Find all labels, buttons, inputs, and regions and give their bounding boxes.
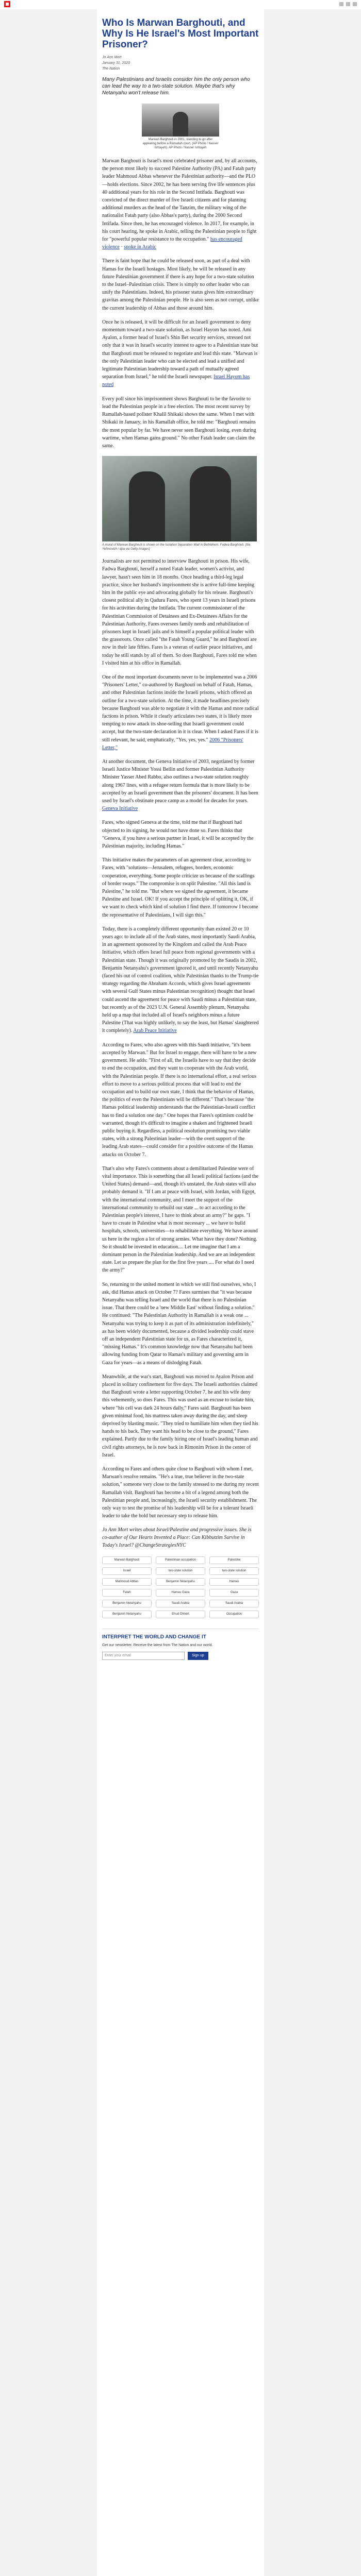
tag[interactable]: Mahmoud Abbas	[102, 1578, 152, 1586]
link-geneva-initiative[interactable]: Geneva Initiative	[102, 806, 138, 812]
newsletter-text: Get our newsletter. Receive the latest from The Nation and our world.	[102, 1643, 213, 1648]
lead-photo	[142, 104, 219, 137]
tag[interactable]: Ehud Olmert	[156, 1611, 205, 1618]
paragraph-9: This initiative makes the parameters of an agreement clear, according to Fares, with "solutions—Jerusalem, refugees, borders, economic cooperation, everything. Some people criticize us because of the scallings of border swaps." The compromise is on split Palestine. "All this land is Palestine," he told me. "But where we signed the agreement, it became Palestine and Israel. OK! If you accept the principle of splitting it, OK, if we want to check which kind of solution I find there. If tomorrow I become the representative of Palestinians, I will sign this."	[102, 857, 258, 918]
paragraph-11: According to Fares, who also agrees with this Saudi initiative, "it's been accepted by Marwan." But for Israel to engage, there will have to be a new government. He adds: "First of all, the Israelis have to say that they decide to end the occupation, and they want to cooperate with the Arab world, with the Palestinian people. If there is no international effort, a real serious effort to move to a serious political process that will lead to end the occupation and to build our own state, I think that the behavior of Hamas, the politics of even the Palestinians will be different." That's because "the Hamas political leadership understands that the Palestinian-Israeli conflict has to find a solution one day." One hopes that Fares's optimism could be warranted, though it's difficult to imagine a shaken and frightened Israeli public buying it. Regardless, a political resolution promising two viable states, with a strong Palestinian leader—with the overt support of the leading Arab states—could consider for a positive outcome of the Hamas attacks on October 7.	[102, 1042, 257, 1158]
tag[interactable]: Palestinian occupation	[156, 1556, 205, 1564]
newsletter-signup-button[interactable]: Sign up	[188, 1652, 208, 1660]
article-title: Who Is Marwan Barghouti, and Why Is He Israel's Most Important Prisoner?	[102, 18, 259, 50]
lead-photo-caption: Marwan Barghouti in 2001, standing to go after appearing before a Ramallah court. (AP Photo / Nasser Ishtayeh). AP Photo / Nasser Ishtayeh	[142, 138, 219, 149]
article-dek: Many Palestinians and Israelis consider him the only person who can lead the way to a two-state solution. Maybe that's why Netanyahu won't release him.	[102, 77, 250, 96]
paragraph-3: Once he is released, it will be difficult for an Israeli government to deny momentum toward a two-state solution, as Israel Hayom has noted. Ami Ayalon, a former head of Israel's Shin Bet security services, stressed not only that it was in Israel's security interest to agree to a Palestinian state but that Barghouti must be released to negotiate and lead this state. "Marwan is the only Palestinian leader who can be elected and lead a unified and legitimate Palestinian leadership toward a path of mutually agreed separation from Israel," he told the Israeli newspaper. Israel Hayom has noted	[102, 319, 258, 388]
newsletter-title: INTERPRET THE WORLD AND CHANGE IT	[102, 1634, 206, 1640]
tag[interactable]: Hamas Gaza	[156, 1589, 205, 1597]
mid-photo	[102, 456, 257, 541]
byline-date: January 31, 2020	[102, 61, 130, 65]
paragraph-5: Journalists are not permitted to interview Barghouti in prison. His wife, Fadwa Barghouti, herself a noted Fatah leader, women's activist, and lawyer, hasn't seen him in 18 months. Once heading a third-leg legal practice, since her husband's imprisonment she is active full-time keeping him in the public eye and advocating globally for his release. Barghouti's closest political ally in Qadura Fares, who spent 13 years in Israeli prisons for his activities during the Intifada. The current commissioner of the Palestinian Commission of Detainees and Ex-Detainees Affairs for the Palestinian Authority, Fares oversees family needs and rehabilitation of prisoners kept in Israeli jails and is himself a popular political leader with the grassroots. Once called "the Fatah Young Guard," he and Barghouti are now in their late fifties. Fares is a veteran of earlier peace initiatives, and today he still stands by all of them. So does Barghouti, Fares told me when I visited him at his office in Ramallah.	[102, 558, 257, 666]
tag[interactable]: two-state solution	[156, 1567, 205, 1575]
paragraph-7: At another document, the Geneva Initiative of 2003, negotiated by former Israeli Justice Minister Yossi Beilin and former Palestinian Authority Minister Yasser Abed Rabbo, also outlines a two-state solution roughly along 1967 lines, with a refugee return formula that is more likely to be accepted by an Israeli government than the prisoners' document. It has been used by Israel's obstinate peace camp as a model for decades for years. Geneva Initiative	[102, 758, 258, 812]
paragraph-1: Marwan Barghouti is Israel's most celebrated prisoner and, by all accounts, the person most likely to succeed Palestine Authority (PA) and Fatah party leader Mahmoud Abbas whenever the Palestinian authority—and the PLO—holds elections. Since 2002, he has been serving five life sentences plus 40 additional years for his role in the Second Intifada. Barghouti was convicted of the direct murder of five Israeli citizens and for planning additional murders as the head of the Tanzim, the military wing of the nationalist Fatah party (also Abbas's party), during the 2000 Second Intifada. Since then, he has encouraged violence. In 2017, for example, in his court hearing, he spoke in Arabic, telling the Palestinian people to fight for "powerful popular resistance to the occupation." has encouraged violence · spoke in Arabic	[102, 158, 257, 250]
paragraph-13: So, returning to the united moment in which we still find ourselves, who, I ask, did Hamas attack on October 7? Fares surmises that "it was because Netanyahu was telling Israel and the world that there is no Palestinian issue. That there could be a 'new Middle East' without finding a solution." He continued: "The Palestinian Authority in Ramallah is a weak one ... Netanyahu was trying to keep it as part of its administration indefinitely," as has been widely documented, because a divided leadership could stave off an independent Palestinian state for us, as Fares characterized it, "missing Hamas." It's common knowledge now that Netanyahu had been allowing funding from Qatar to Hamas's military and governing arm in Gaza for years—as a means of dislodging Fatah.	[102, 1281, 256, 1366]
paragraph-2: There is faint hope that he could be released soon, as part of a deal with Hamas for the Israeli hostages. Most likely, he will be released in any future Palestinian government if there is any hope for a two-state solution to the Israel–Palestinian crisis. There is simply no other leader who can unify the Palestinians. Indeed, his prisoner status gives him extraordinary gravitas among the Palestinian people. He is also seen as not corrupt, unlike the current leadership of Abbas and those around him.	[102, 258, 259, 311]
paragraph-14: Meanwhile, at the war's start, Barghouti was moved to Ayalon Prison and placed in solitary confinement for five days. The Israeli authorities claimed that Barghouti wrote a letter supporting October 7, he and his wife deny this vehemently, so does Fares. This was used as an excuse to isolate him, where "his cell was dark 24 hours daily," Fares said. Barghouti has been given minimal food, his mattress taken away during the day, and sleep deprived by blasting music. "They tried to humiliate him when they tied his hands to his back. They want his head to be close to the ground," Fares explained. Partly due to the family hiring one of Israel's leading human and civil rights attorneys, he is now back in Rimonim Prison in the center of Israel.	[102, 1374, 258, 1458]
link-israel-hayom[interactable]: Israel Hayom has noted	[102, 374, 250, 388]
share-icon[interactable]	[339, 2, 343, 6]
tag[interactable]: Benjamin Netanyahu	[156, 1578, 205, 1586]
author-note: Jo Ann Mort writes about Israel/Palestine and progressive issues. She is co-author of Our Hearts Invented a Place: Can Kibbutzim Survive in Today's Israel? @ChangeStrategiesNYC	[102, 1527, 252, 1549]
link-arab-peace-initiative[interactable]: Arab Peace Initiative	[133, 1028, 177, 1034]
newsletter-email-input[interactable]: Enter your email	[102, 1652, 185, 1660]
menu-icon[interactable]	[353, 2, 357, 6]
link-prisoners-letter[interactable]: 2006 "Prisoners' Letter,"	[102, 737, 243, 751]
tag[interactable]: Saudi Arabia	[156, 1600, 205, 1607]
article-page	[97, 9, 264, 2576]
newsletter-box	[102, 1629, 259, 1660]
tag[interactable]: Benjamin Netanyahu	[102, 1611, 152, 1618]
tag[interactable]: Fatah	[102, 1589, 152, 1597]
paragraph-10: Today, there is a completely different opportunity than existed 20 or 10 years ago: to include all of the Arab states, most importantly Saudi Arabia, in an agreement sponsored by the Kingdom and called the Arab Peace Initiative, which offers Israel full peace from regional governments with a Palestinian state. Though it was originally promoted by the Saudis in 2002, Benjamin Netanyahu's government ignored it, and until recently Netanyahu (faced his out of control coalition, while Palestinian thanks to the Trump-tie strategy regarding the Abraham Accords, which gives Israel agreements with several Gulf States minus Palestinian recognition) thought that Israel could ascend the agreement for peace with Saudi minus a Palestinian state, but recently as of the 2023 U.N. General Assembly plenum, Netanyahu held up a map that included all of Israel's neighbors minus a future Palestine (That was highly unlikely, to say the least, but Hamas' slaughtered it completely). Arab Peace Initiative	[102, 926, 259, 1034]
link-encouraged[interactable]: has encouraged violence	[102, 236, 242, 250]
paragraph-4: Every poll since his imprisonment shows Barghouti to be the favorite to lead the Palestinian people in a free election. The most recent survey by Ramallah-based pollster Khalil Shikaki shows the same. When I met with Shikaki in January, in his Ramallah office, he told me: "Barghouti remains the most popular by far. We have never seen Barghouti losing, even during wartime, when Hamas gains ground." No other Fatah leader can claim the same.	[102, 396, 256, 449]
byline-author[interactable]: Jo Ann Mort	[102, 56, 122, 59]
tag[interactable]: two-state solution	[209, 1567, 259, 1575]
mid-photo-caption: A mural of Marwan Barghouti is shown on the Isolation Separation Wall in Bethlehem. Fadwa Barghouti. (Ilia Yefimovich / dpa via Getty Images)	[102, 544, 251, 551]
tag[interactable]: Marwan Barghouti	[102, 1556, 152, 1564]
browser-top-bar	[0, 0, 361, 9]
toolbar-icons	[339, 2, 357, 6]
paragraph-8: Fares, who signed Geneva at the time, told me that if Barghouti had objected to its signing, he would not have done so. Fares thinks that "Geneva, if you have a serious partner in Israel, it will be accepted by the Palestinian majority, including Hamas."	[102, 820, 254, 850]
tag-list	[102, 1556, 259, 1618]
print-icon[interactable]	[346, 2, 350, 6]
mid-figure	[102, 456, 257, 551]
link-arabic[interactable]: spoke in Arabic	[124, 244, 156, 250]
paragraph-6: One of the most important documents never to be implemented was a 2006 "Prisoners' Letter," co-authored by Barghouti on behalf of Fatah, Hamas, and other Palestinian factions inside the Israeli prisons, which offered an outline for a two-state solution. At the time, it made headlines precisely because Barghouti was able to negotiate it with the Hamas and more radical factions in prison. While it clearly articulates two states, it is likely more tempting to now attack its shoe-selling that Israeli government could accept, but the two-state declaration in it is clear. When I asked Fares if it is still relevant, he said, emphatically, "Yes, yes, yes." 2006 "Prisoners' Letter,"	[102, 674, 259, 751]
tag[interactable]: Saudi Arabia	[209, 1600, 259, 1607]
site-logo-icon[interactable]	[4, 1, 10, 7]
paragraph-15: According to Fares and others quite close to Barghouti with whom I met, Marwan's resolve remains. "He's a true, true believer in the two-state solution," someone very close to the family stressed to me during my recent Ramallah visit. Barghouti has become a bit of a legend among both the Palestinian people and, increasingly, the Israeli security establishment. The only way to test the promise of his leadership will be for a tolerant Israeli leader to take the bold but necessary step to release him.	[102, 1466, 259, 1519]
tag[interactable]: Israel	[102, 1567, 152, 1575]
byline-publication[interactable]: The Nation	[102, 67, 120, 71]
tag[interactable]: Benjamin Netanyahu	[102, 1600, 152, 1607]
tag[interactable]: Occupation	[209, 1611, 259, 1618]
lead-figure	[142, 104, 219, 150]
tag[interactable]: Palestine	[209, 1556, 259, 1564]
paragraph-12: That's also why Fares's comments about a demilitarized Palestine were of vital importance. This is something that all Israeli political factions (and the United States) demand—and, though it's unstated, the Arab states will also probably demand it. "If I am at peace with Israel, with Jordan, with Egypt, with the international community, and I meet the support of the international community to rebuild our state ... to act according to the Palestinian people's interest, I have to think about an army?" he gaps. "I have to create in Palestine what is most necessary ... we have to build hospitals, schools, universities—to rehabilitate everything. We have around us here in the region a lot of strong armies. What have they done? Nothing. So it should be invested in education.... Let me imagine that I am a dominant person in the Palestinian leadership. And we are an independent state. Let us prepare the plan for the first five years .... For what do I need the army?"	[102, 1165, 259, 1274]
tag[interactable]: Gaza	[209, 1589, 259, 1597]
tag[interactable]: Hamas	[209, 1578, 259, 1586]
